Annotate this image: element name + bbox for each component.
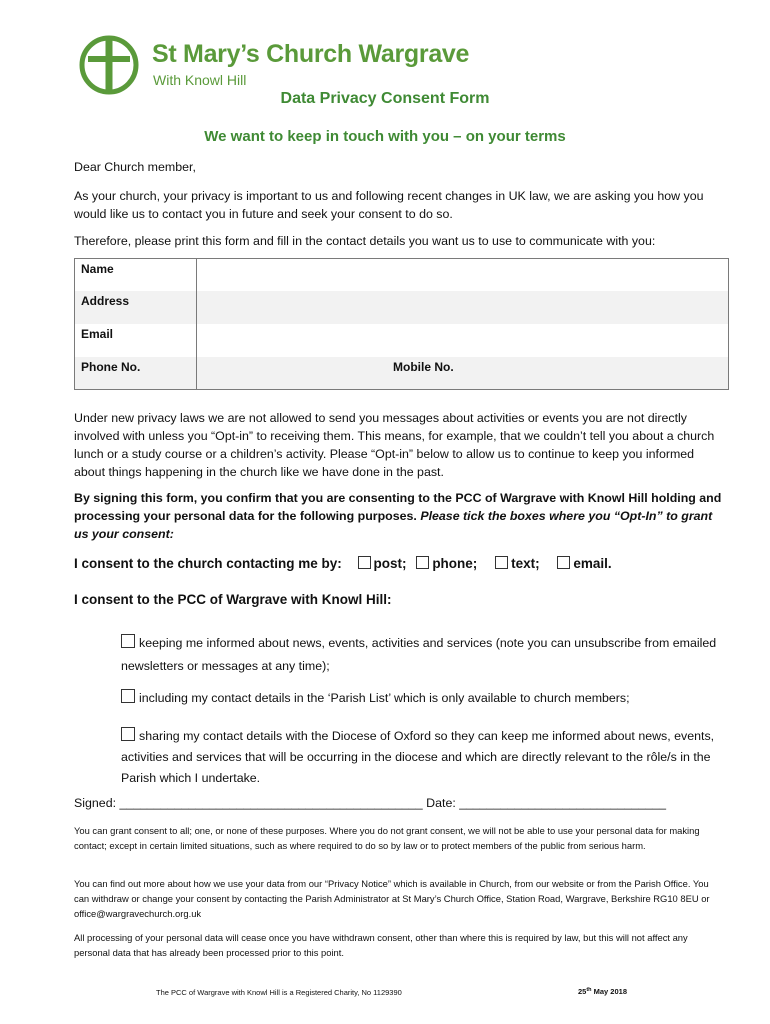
news-option-text: keeping me informed about news, events, activities and services (note you can unsubscribe from emailed newsletters or messages at any time); (121, 636, 717, 673)
contact-details-table (74, 258, 729, 390)
form-subtitle: We want to keep in touch with you – on your terms (204, 128, 566, 145)
phone-checkbox[interactable] (416, 556, 429, 569)
pcc-option-news (121, 632, 721, 678)
news-checkbox[interactable] (121, 634, 135, 648)
signed-label: Signed: (74, 796, 117, 810)
consent-note: You can grant consent to all; one, or none of these purposes. Where you do not grant consent, we will not be able to use your personal data for making contact; except in certain limited situations, such as where required to do so by law or to protect members of the public from serious harm. (74, 825, 700, 851)
greeting: Dear Church member, (74, 160, 196, 174)
footer-date (578, 987, 627, 996)
phone-label: Phone No. (75, 357, 197, 390)
church-name: St Mary’s Church Wargrave (152, 40, 470, 68)
post-checkbox[interactable] (358, 556, 371, 569)
post-option-label: post; (373, 556, 407, 571)
signing-statement (74, 489, 722, 543)
privacy-paragraph: Under new privacy laws we are not allowed to send you messages about activities or events you are not directly involved with unless you “Opt-in” to receiving them. This means, for example, that we couldn’t tell you about a church lunch or a study course or a children’s activity. Please “Opt-in” below to allow us to continue to keep you informed about things happening in the church like we have done in the past. (74, 411, 715, 479)
mobile-label: Mobile No. (393, 359, 454, 374)
pcc-consent-label: I consent to the PCC of Wargrave with Knowl Hill: (74, 592, 392, 607)
address-label: Address (75, 291, 197, 324)
signature-line (74, 796, 666, 810)
email-row (75, 324, 729, 357)
footer-date-day: 25 (578, 987, 587, 996)
pcc-option-diocese (121, 726, 721, 789)
phone-option-label: phone; (432, 556, 478, 571)
footer-date-suffix: th (586, 987, 592, 993)
name-label: Name (75, 259, 197, 292)
phone-row (75, 357, 729, 390)
address-field[interactable] (197, 291, 729, 324)
signature-field[interactable]: ____________________________________________ (119, 796, 423, 810)
instruction-paragraph: Therefore, please print this form and fill in the contact details you want us to use to communicate with you: (74, 234, 656, 248)
intro-paragraph: As your church, your privacy is important to us and following recent changes in UK law, we are asking you how you would like us to contact you in future and seek your consent to do so. (74, 189, 704, 221)
contact-consent-line (74, 556, 612, 571)
email-checkbox[interactable] (557, 556, 570, 569)
email-label: Email (75, 324, 197, 357)
parish-list-option-text: including my contact details in the ‘Parish List’ which is only available to church members; (139, 691, 630, 705)
church-header (78, 30, 558, 98)
parish-list-checkbox[interactable] (121, 689, 135, 703)
form-title: Data Privacy Consent Form (280, 90, 490, 107)
cross-in-circle-icon (78, 34, 140, 96)
diocese-checkbox[interactable] (121, 727, 135, 741)
signing-statement-bold: By signing this form, you confirm that you are consenting to the PCC of Wargrave with Knowl Hill holding and processing your personal data for the following purposes. (74, 491, 722, 523)
church-subtitle: With Knowl Hill (153, 72, 247, 88)
address-row (75, 291, 729, 324)
email-option-label: email. (573, 556, 612, 571)
text-option-label: text; (511, 556, 540, 571)
privacy-notice-note: You can find out more about how we use your data from our “Privacy Notice” which is available in Church, from our website or from the Parish Office. You can withdraw or change your consent by contacting the Parish Administrator at St Mary’s Church Office, Station Road, Wargrave, Berkshire RG10 8EU or office@wargravechurch.org.uk (74, 878, 710, 919)
date-field[interactable]: ______________________________ (459, 796, 666, 810)
name-row (75, 259, 729, 292)
date-label: Date: (426, 796, 456, 810)
footer-date-rest: May 2018 (591, 987, 627, 996)
email-field[interactable] (197, 324, 729, 357)
phone-field[interactable] (197, 357, 729, 390)
text-checkbox[interactable] (495, 556, 508, 569)
diocese-option-text: sharing my contact details with the Diocese of Oxford so they can keep me informed about news, events, activities and services that will be occurring in the diocese and which are directly relevant to the rôle/s in the Parish which I undertake. (121, 729, 715, 785)
footer-charity: The PCC of Wargrave with Knowl Hill is a Registered Charity, No 1129390 (156, 988, 402, 997)
pcc-option-parish-list (121, 687, 721, 710)
contact-consent-label: I consent to the church contacting me by: (74, 556, 342, 571)
name-field[interactable] (197, 259, 729, 292)
withdrawal-note: All processing of your personal data will cease once you have withdrawn consent, other than where this is required by law, but this will not affect any personal data that has already been processed prior to this point. (74, 932, 688, 958)
signing-statement-italic: Please tick the boxes where you “Opt-In” to grant us your consent: (74, 509, 713, 541)
